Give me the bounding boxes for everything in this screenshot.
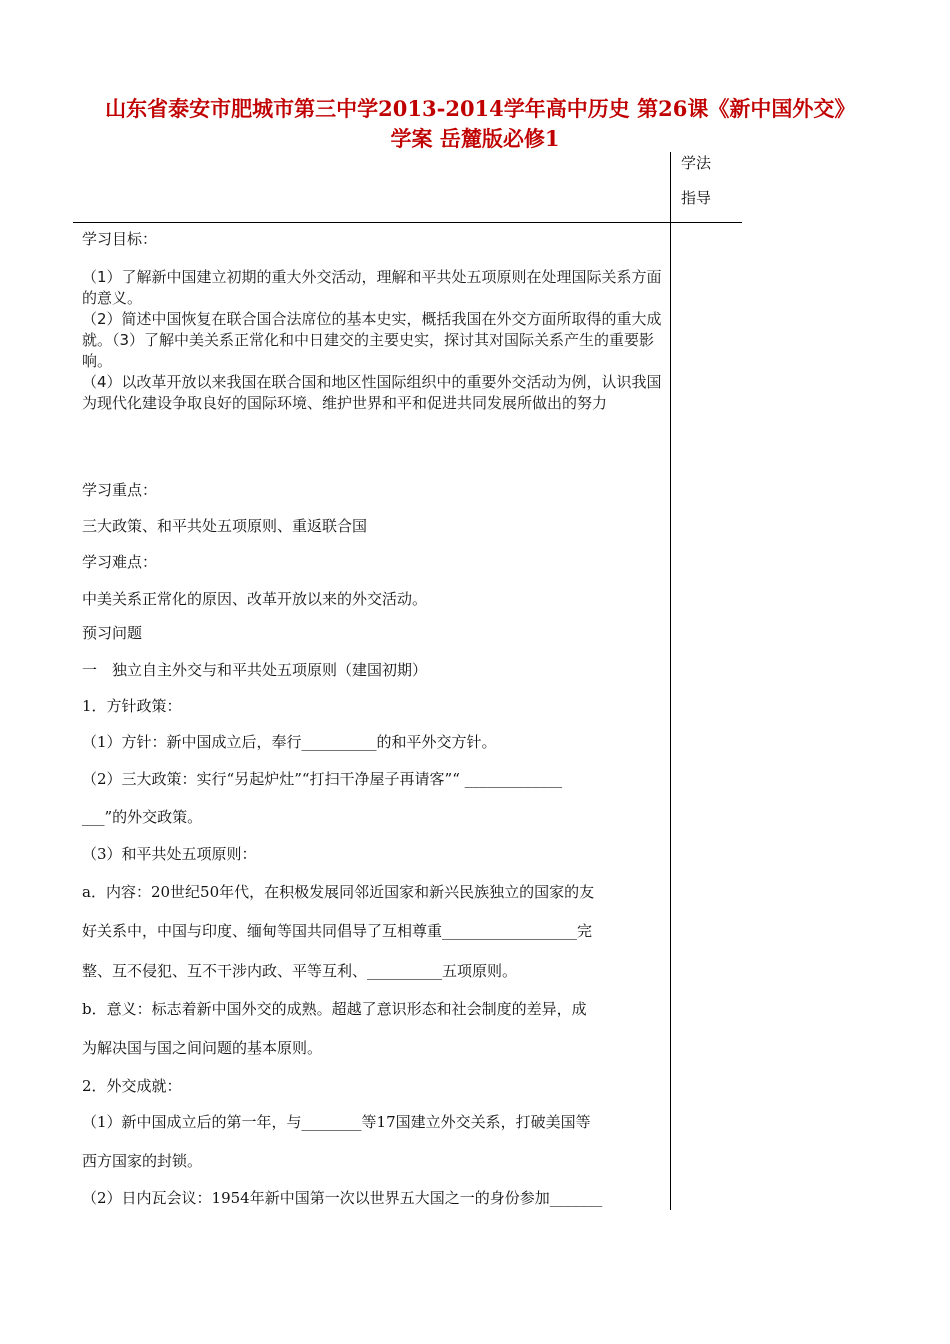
text-line: 整、互不侵犯、互不干涉内政、平等互利、__________五项原则。	[82, 962, 518, 980]
document-title: 山东省泰安市肥城市第三中学2013-2014学年高中历史 第26课《新中国外交》学案 岳麓版必修1	[105, 96, 845, 151]
objectives-block	[82, 267, 666, 414]
side-column-label-2: 指导	[681, 189, 712, 207]
objective-item: （1）了解新中国建立初期的重大外交活动，理解和平共处五项原则在处理国际关系方面的意义。	[82, 268, 662, 307]
column-divider	[670, 152, 671, 1210]
key-points-text: 三大政策、和平共处五项原则、重返联合国	[82, 517, 368, 535]
text-line: 2．外交成就：	[82, 1077, 182, 1095]
text-line: 1．方针政策：	[82, 697, 182, 715]
key-points-heading: 学习重点：	[82, 481, 158, 499]
section-heading: 一 独立自主外交与和平共处五项原则（建国初期）	[82, 661, 428, 679]
header-rule	[73, 222, 742, 223]
text-line: a．内容：20世纪50年代，在积极发展同邻近国家和新兴民族独立的国家的友	[82, 883, 595, 901]
text-line: （2）日内瓦会议：1954年新中国第一次以世界五大国之一的身份参加_______	[82, 1189, 603, 1207]
objective-item: （4）以改革开放以来我国在联合国和地区性国际组织中的重要外交活动为例，认识我国为现代化建设争取良好的国际环境、维护世界和平和促进共同发展所做出的努力	[82, 373, 662, 412]
objectives-heading: 学习目标：	[82, 230, 158, 248]
text-line: 西方国家的封锁。	[82, 1152, 203, 1170]
text-line: （3）和平共处五项原则：	[82, 845, 257, 863]
text-line: （2）三大政策：实行“另起炉灶”“打扫干净屋子再请客”“ _____________	[82, 770, 563, 788]
objective-item: （2）简述中国恢复在联合国合法席位的基本史实，概括我国在外交方面所取得的重大成就。（3）了解中美关系正常化和中日建交的主要史实，探讨其对国际关系产生的重要影响。	[82, 310, 662, 370]
text-line: （1）新中国成立后的第一年，与________等17国建立外交关系，打破美国等	[82, 1113, 591, 1131]
preview-heading: 预习问题	[82, 624, 143, 642]
text-line: 好关系中，中国与印度、缅甸等国共同倡导了互相尊重__________________完	[82, 922, 593, 940]
text-line: 为解决国与国之间问题的基本原则。	[82, 1039, 323, 1057]
difficulties-heading: 学习难点：	[82, 553, 158, 571]
side-column-label-1: 学法	[681, 154, 712, 172]
difficulties-text: 中美关系正常化的原因、改革开放以来的外交活动。	[82, 590, 428, 608]
text-line: b．意义：标志着新中国外交的成熟。超越了意识形态和社会制度的差异，成	[82, 1000, 587, 1018]
text-line: ___”的外交政策。	[82, 808, 203, 826]
text-line: （1）方针：新中国成立后，奉行__________的和平外交方针。	[82, 733, 497, 751]
